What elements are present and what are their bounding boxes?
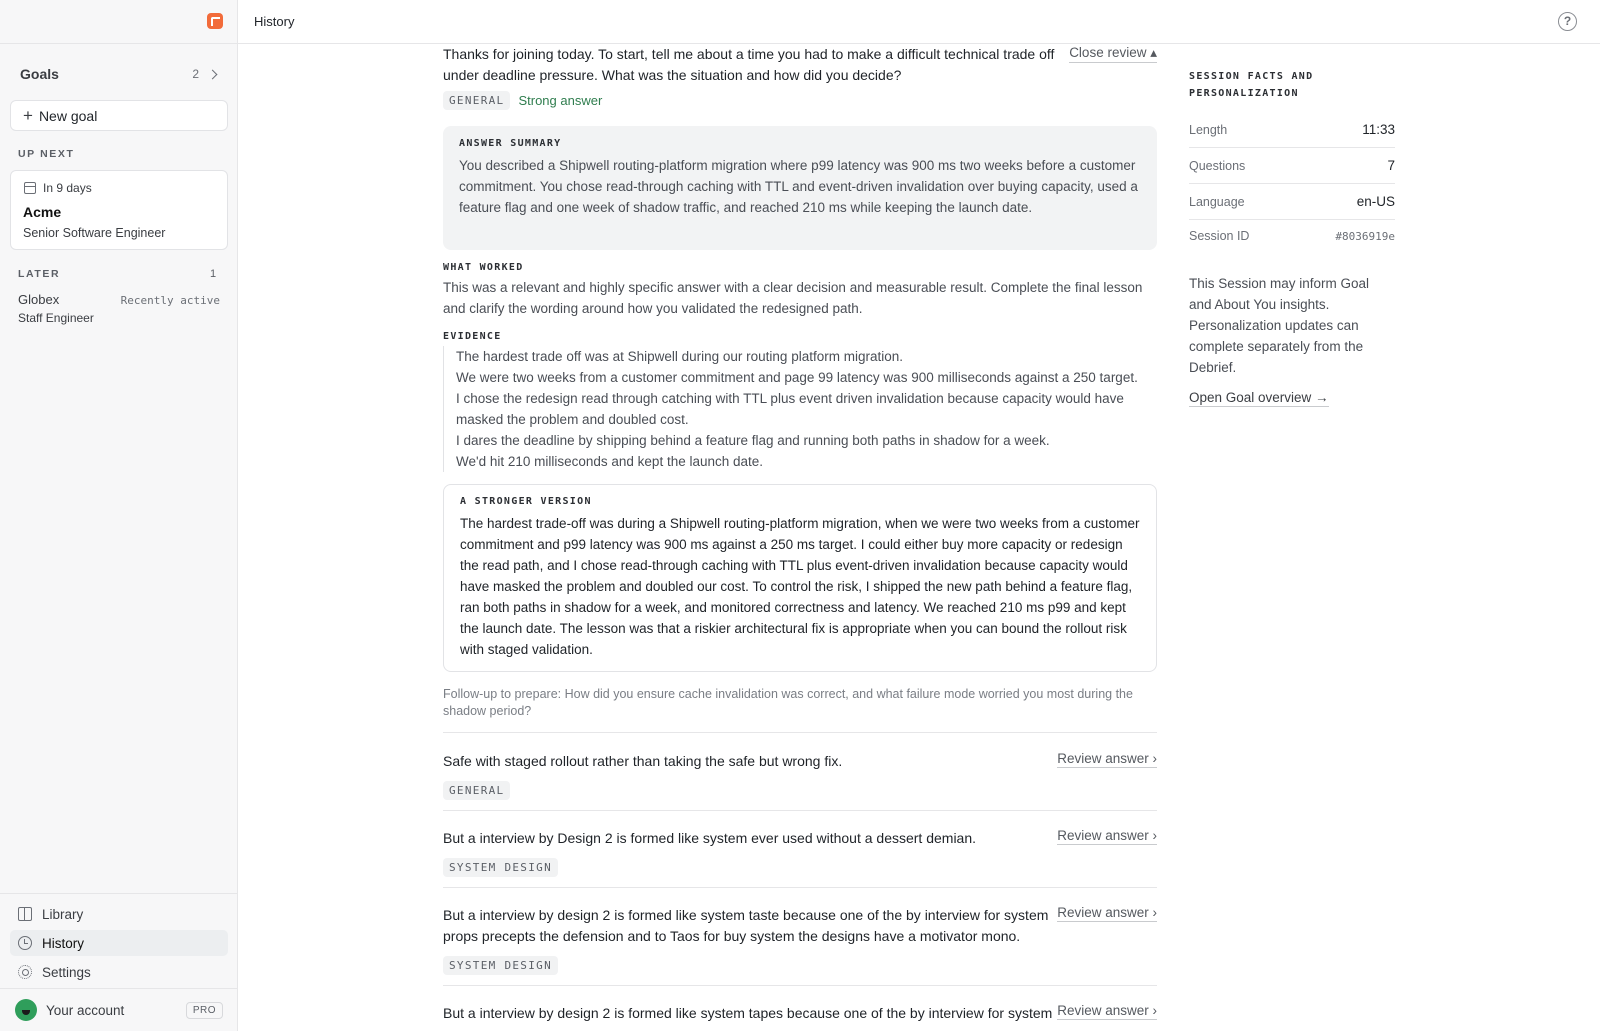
evidence-line: I dares the deadline by shipping behind a feature flag and running both paths in shadow for a week. — [456, 433, 1050, 448]
plus-icon: + — [23, 106, 33, 125]
sidebar-item-settings[interactable] — [10, 959, 228, 985]
review-answer-button[interactable]: Review answer › — [1057, 828, 1157, 843]
question-row — [443, 1003, 1157, 1031]
question-row — [443, 828, 1157, 877]
answer-summary-text: You described a Shipwell routing-platform migration where p99 latency was 900 ms two weeks before a customer commitment. You chose read-through caching with TTL and event-driven invalidation over buying capacity, used a feature flag and one week of shadow traffic, and reached 210 ms while keeping the launch date. — [459, 158, 1138, 215]
sidebar-item-history[interactable] — [10, 930, 228, 956]
sidebar-header — [0, 0, 237, 44]
chevron-right-icon[interactable] — [208, 69, 218, 79]
evidence-line: The hardest trade off was at Shipwell during our routing platform migration. — [456, 349, 903, 364]
question-tag: GENERAL — [443, 781, 510, 800]
later-count: 1 — [210, 268, 217, 280]
pro-badge: PRO — [186, 1002, 223, 1019]
new-goal-label: New goal — [38, 107, 98, 124]
close-review-button[interactable]: Close review ▴ — [1069, 45, 1157, 63]
evidence-quote — [443, 346, 1157, 472]
goals-count: 2 — [192, 67, 199, 81]
up-next-date — [24, 181, 92, 195]
avatar — [15, 999, 37, 1021]
sidebar-item-label: History — [42, 935, 85, 951]
divider — [443, 732, 1157, 733]
session-facts-panel — [1189, 68, 1395, 405]
account-name: Your account — [46, 1002, 125, 1018]
goals-header[interactable] — [20, 64, 216, 84]
fact-row-length — [1189, 112, 1395, 148]
divider — [443, 985, 1157, 986]
sidebar-item-label: Library — [42, 906, 84, 922]
fact-value: en-US — [1356, 194, 1395, 209]
question-text: Thanks for joining today. To start, tell me about a time you had to make a difficult technical trade off under deadline pressure. What was the situation and how did you decide? — [443, 46, 1055, 83]
evidence-label: EVIDENCE — [443, 331, 502, 342]
question-meta — [443, 91, 602, 110]
fact-value: 7 — [1387, 158, 1395, 173]
follow-up-note: Follow-up to prepare: How did you ensure cache invalidation was correct, and what failure mode worried you most during the shadow period? — [443, 687, 1133, 718]
fact-value: 11:33 — [1362, 122, 1395, 137]
up-next-role: Senior Software Engineer — [23, 226, 166, 240]
fact-row-questions — [1189, 148, 1395, 184]
up-next-company: Acme — [23, 204, 62, 220]
question-text: But a interview by design 2 is formed like system taste because one of the by interview for system props precepts the defension and to Taos for buy system the designs have a motivator mono. — [443, 907, 1049, 944]
app-logo-icon[interactable] — [207, 13, 223, 29]
up-next-card[interactable] — [10, 170, 228, 250]
up-next-label: UP NEXT — [18, 148, 75, 160]
question-tag: GENERAL — [443, 91, 510, 110]
stronger-version-text: The hardest trade-off was during a Shipwell routing-platform migration, when we were two weeks from a customer commitment and p99 latency was 900 ms against a 250 ms target. I could either buy more capacity or redesign the read path, and I chose read-through caching with TTL plus event-driven invalidation because capacity would have masked the problem and doubled our cost. To control the risk, I shipped the new path behind a feature flag, ran both paths in shadow for a week, and monitored correctness and latency. We reached 210 ms p99 and kept the launch date. The lesson was that a riskier architectural fix is appropriate when you can bound the rollout risk with staged validation. — [460, 516, 1140, 657]
evidence-line: We were two weeks from a customer commitment and page 99 latency was 900 milliseconds against a 250 target. — [456, 370, 1138, 385]
question-row — [443, 905, 1157, 975]
later-role: Staff Engineer — [18, 311, 94, 325]
book-icon — [18, 907, 32, 921]
goals-title: Goals — [20, 66, 59, 82]
page-title: History — [254, 14, 295, 29]
help-icon[interactable]: ? — [1558, 12, 1577, 31]
gear-icon — [18, 965, 32, 979]
what-worked — [443, 262, 1157, 319]
later-label: LATER — [18, 268, 61, 280]
question-tag: SYSTEM DESIGN — [443, 858, 558, 877]
fact-key: Length — [1189, 122, 1228, 137]
question-text: But a interview by Design 2 is formed like system ever used without a dessert demian. — [443, 830, 977, 846]
answer-summary — [443, 126, 1157, 250]
verdict-label: Strong answer — [518, 93, 603, 108]
evidence-line: We'd hit 210 milliseconds and kept the launch date. — [456, 454, 764, 469]
later-status: Recently active — [120, 294, 220, 307]
fact-row-session-id — [1189, 218, 1395, 254]
account-button[interactable] — [0, 988, 238, 1031]
review-answer-button[interactable]: Review answer › — [1057, 751, 1157, 766]
later-goal-item[interactable] — [18, 292, 220, 325]
fact-value: #8036919e — [1335, 229, 1395, 243]
divider — [443, 887, 1157, 888]
divider — [443, 810, 1157, 811]
fact-row-language — [1189, 184, 1395, 220]
fact-key: Questions — [1189, 158, 1246, 173]
answer-summary-label: ANSWER SUMMARY — [459, 138, 562, 149]
review-answer-button[interactable]: Review answer › — [1057, 905, 1157, 920]
sidebar-item-label: Settings — [42, 964, 91, 980]
history-icon — [18, 936, 32, 950]
sidebar-divider — [0, 893, 238, 894]
fact-key: Language — [1189, 194, 1245, 209]
question-text: Safe with staged rollout rather than taking the safe but wrong fix. — [443, 753, 843, 769]
up-next-when: In 9 days — [43, 181, 92, 195]
session-facts-title: SESSION FACTS AND PERSONALIZATION — [1189, 71, 1314, 99]
stronger-version — [443, 484, 1157, 672]
question-tag: SYSTEM DESIGN — [443, 956, 558, 975]
review-answer-button[interactable]: Review answer › — [1057, 1003, 1157, 1018]
personalization-note: This Session may inform Goal and About You insights. Personalization updates can complete separately from the Debrief. — [1189, 276, 1370, 375]
question-row — [443, 751, 1157, 800]
fact-key: Session ID — [1189, 229, 1250, 243]
open-goal-overview-link[interactable]: Open Goal overview → — [1189, 390, 1329, 405]
sidebar-item-library[interactable] — [10, 901, 228, 927]
calendar-icon — [24, 182, 36, 194]
question-text: But a interview by design 2 is formed like system tapes because one of the by interview for system — [443, 1005, 1053, 1021]
evidence-line: I chose the redesign read through catching with TTL plus event driven invalidation because capacity would have masked the problem and doubled cost. — [456, 391, 1124, 427]
new-goal-button[interactable] — [10, 100, 228, 131]
later-company: Globex — [18, 292, 60, 307]
what-worked-label: WHAT WORKED — [443, 262, 524, 273]
sidebar — [0, 0, 238, 1031]
top-bar — [238, 0, 1600, 44]
stronger-version-label: A STRONGER VERSION — [460, 496, 592, 507]
what-worked-text: This was a relevant and highly specific answer with a clear decision and measurable result. Complete the final lesson and clarify the wording around how you validated the redesigned path. — [443, 280, 1143, 316]
